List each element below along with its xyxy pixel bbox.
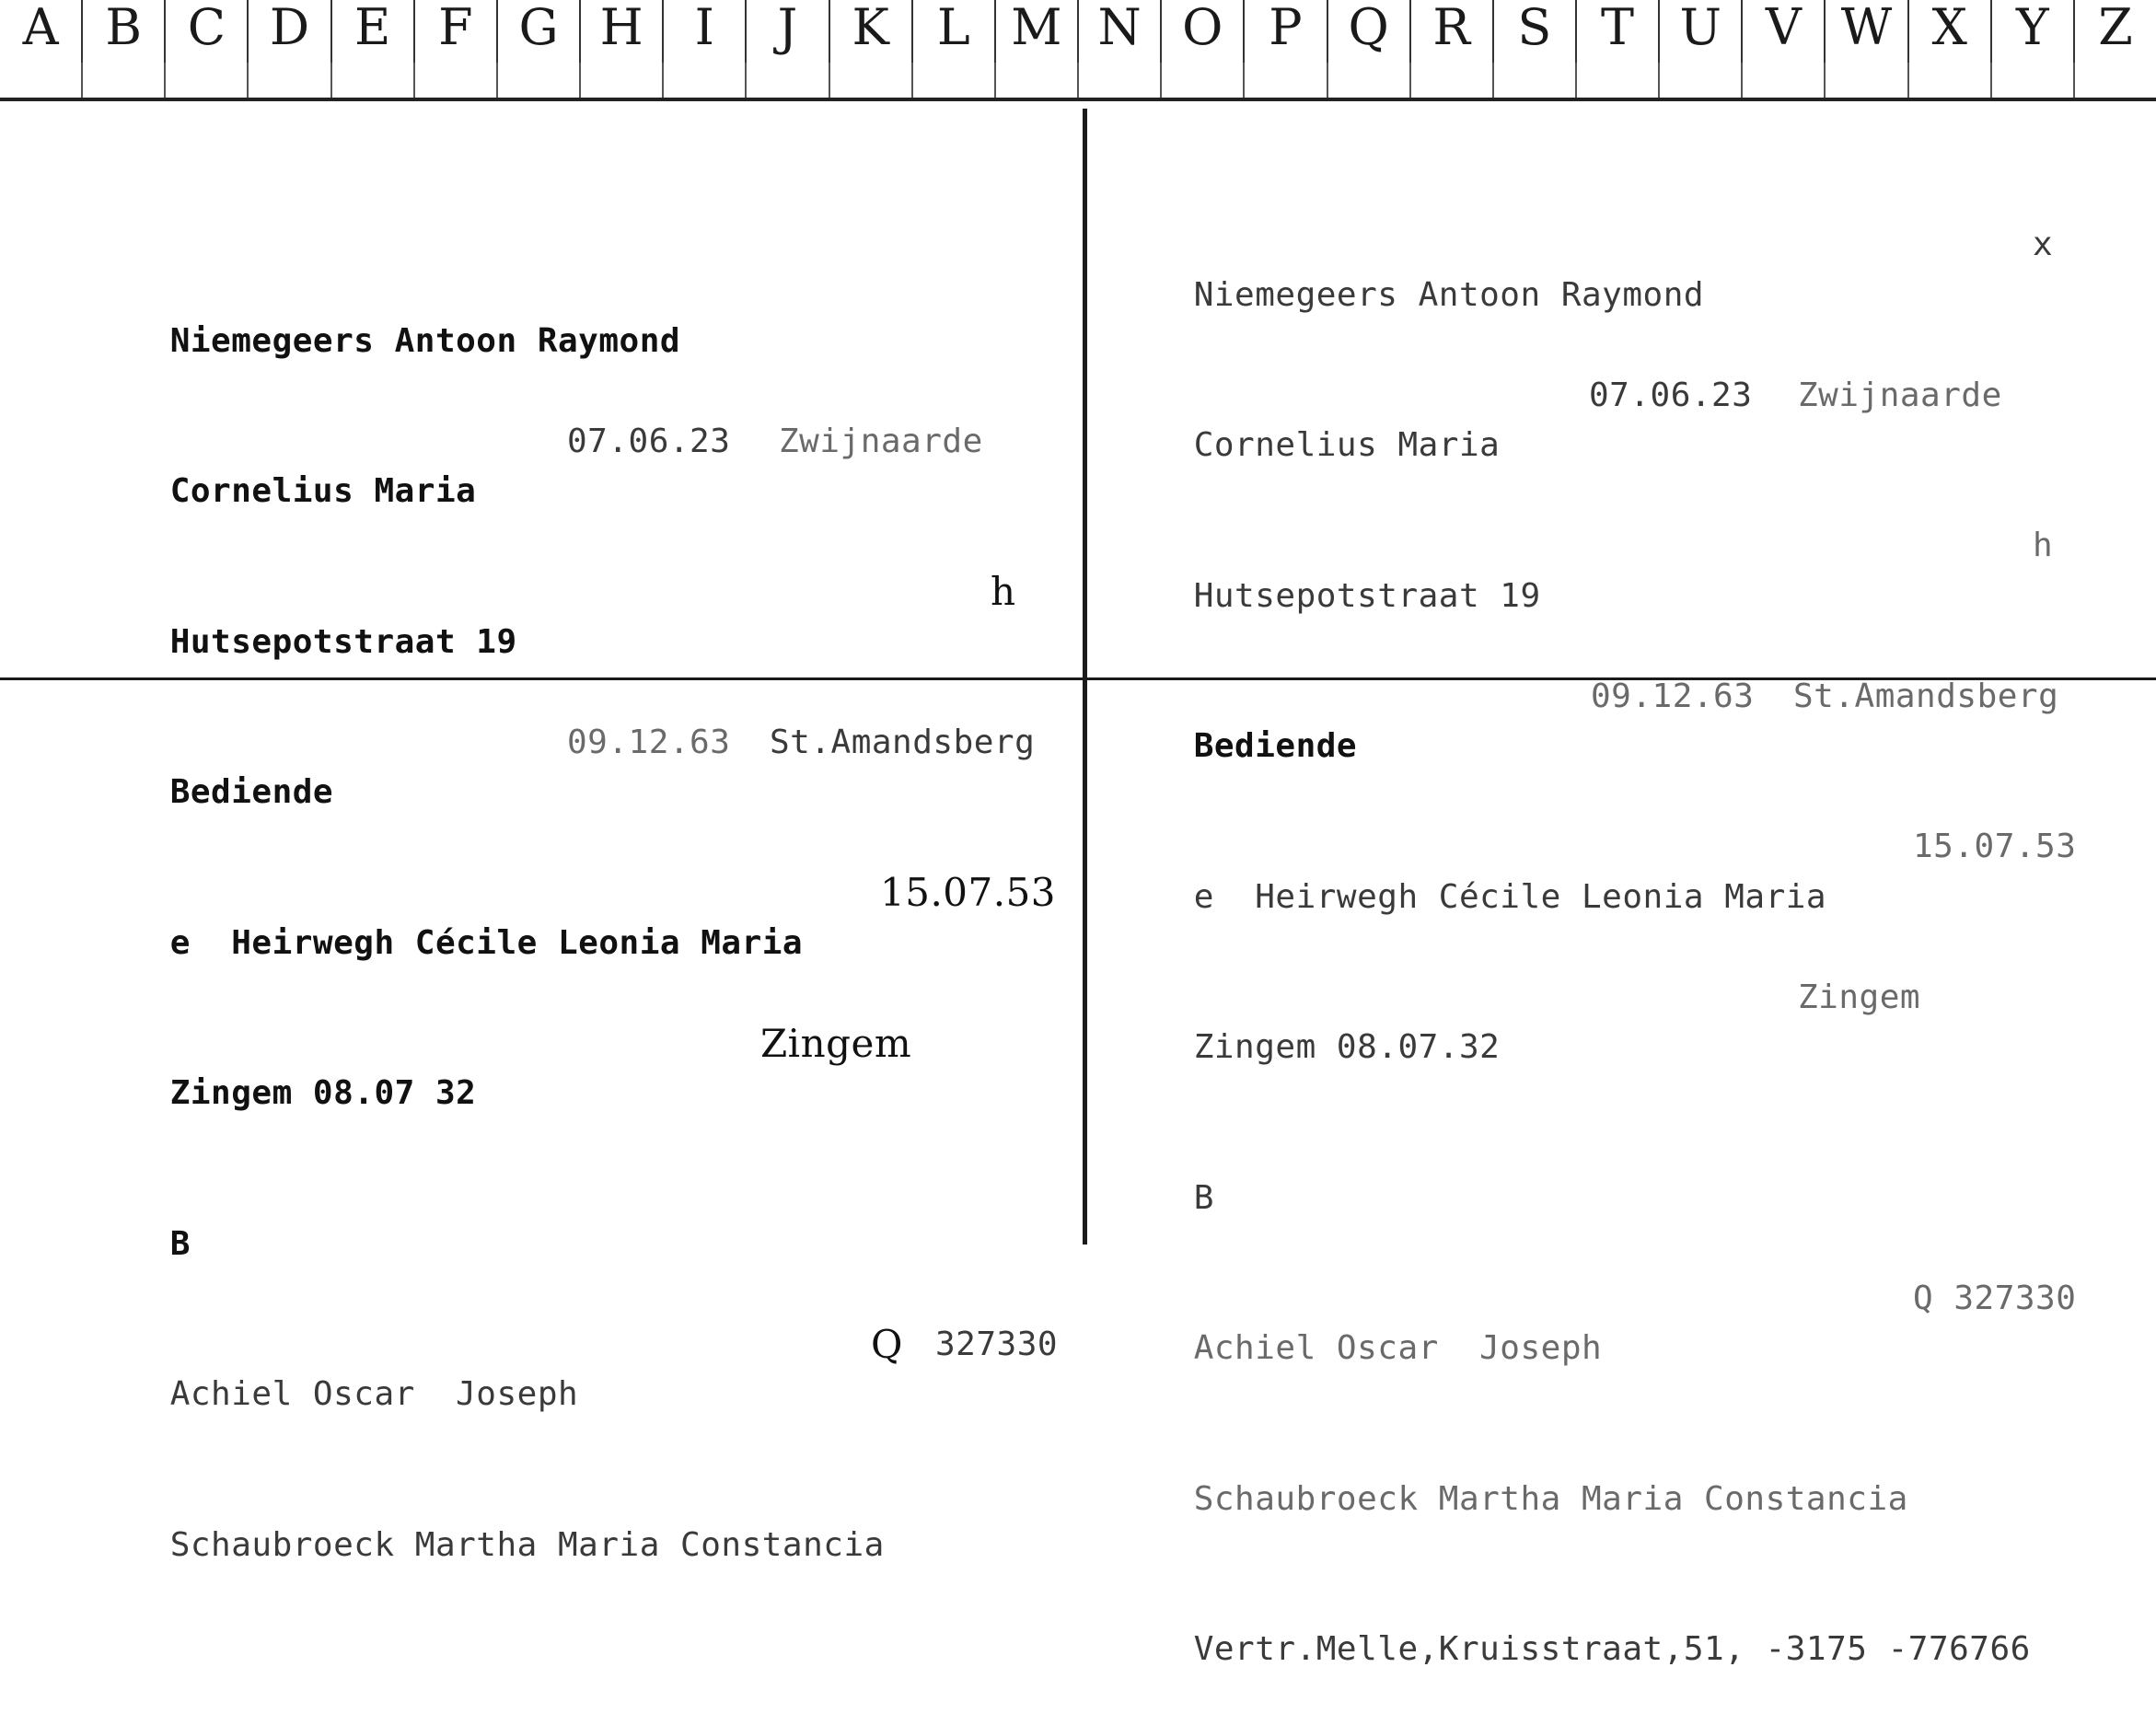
card-given-names-line: [1112, 371, 2143, 464]
card-name-line: [1112, 220, 2143, 314]
vertical-divider: [1083, 109, 1087, 1245]
alphabet-ticks-row: [0, 63, 2156, 98]
occupation: Bediende: [1193, 727, 1358, 765]
index-tick-d: [249, 63, 331, 98]
spouse-name: e Heirwegh Cécile Leonia Maria: [169, 923, 804, 962]
second-place: St.Amandsberg: [770, 723, 1036, 761]
second-date: 09.12.63: [567, 723, 731, 761]
birth-place: Zwijnaarde: [1798, 376, 2002, 414]
card-given-names-line: [88, 417, 1073, 510]
index-tick-q: [1328, 63, 1411, 98]
birth-date: 07.06.23: [1589, 376, 1753, 414]
name-mark: x: [2033, 226, 2054, 263]
index-letter-t: T: [1577, 0, 1660, 63]
marriage-date: 15.07.53: [880, 870, 1057, 915]
street-mark: h: [2033, 527, 2054, 564]
index-letter-v: V: [1743, 0, 1826, 63]
spouse-name: e Heirwegh Cécile Leonia Maria: [1193, 877, 1827, 916]
card-father-line: [1112, 1274, 2143, 1367]
birth-place: Zwijnaarde: [779, 422, 983, 460]
index-tick-o: [1162, 63, 1245, 98]
card-name-line: [88, 266, 1073, 360]
index-tick-p: [1245, 63, 1327, 98]
index-tick-i: [664, 63, 747, 98]
spouse-birth-place: Zingem: [1798, 978, 1921, 1016]
index-letter-p: P: [1245, 0, 1327, 63]
index-tick-m: [996, 63, 1079, 98]
given-names: Cornelius Maria: [1193, 426, 1501, 464]
spouse-birth: Zingem 08.07 32: [169, 1074, 477, 1112]
card-remark-line: [1112, 1575, 2143, 1668]
card-spouse-line: [1112, 822, 2143, 916]
card-street-line: [1112, 521, 2143, 615]
index-tick-s: [1494, 63, 1577, 98]
birth-date: 07.06.23: [567, 422, 731, 460]
index-letter-l: L: [913, 0, 996, 63]
index-letter-b: B: [83, 0, 166, 63]
index-letter-r: R: [1411, 0, 1494, 63]
index-letter-n: N: [1079, 0, 1162, 63]
index-letter-g: G: [498, 0, 581, 63]
index-letter-j: J: [747, 0, 829, 63]
spouse-birth-place: Zingem: [760, 1020, 912, 1066]
card-father-line: [88, 1320, 1073, 1413]
index-tick-x: [1909, 63, 1992, 98]
index-tick-z: [2075, 63, 2156, 98]
index-tick-b: [83, 63, 166, 98]
index-tick-g: [498, 63, 581, 98]
record-card-right: [1112, 120, 2143, 1675]
street-address: Hutsepotstraat 19: [1193, 576, 1541, 615]
index-letter-m: M: [996, 0, 1079, 63]
category-letter: B: [1193, 1178, 1214, 1217]
index-letter-h: H: [581, 0, 664, 63]
alphabet-index-strip: [0, 0, 2156, 101]
category-letter: B: [169, 1224, 191, 1263]
second-date: 09.12.63: [1591, 677, 1755, 715]
index-letter-i: I: [664, 0, 747, 63]
card-category-line: [88, 1169, 1073, 1263]
street-address: Hutsepotstraat 19: [169, 622, 517, 661]
card-spouse-birth-line: [88, 1019, 1073, 1112]
index-tick-y: [1992, 63, 2075, 98]
card-spouse-line: [88, 868, 1073, 962]
index-tick-v: [1743, 63, 1826, 98]
person-name: Niemegeers Antoon Raymond: [169, 321, 681, 360]
card-mother-line: [88, 1470, 1073, 1564]
index-tick-t: [1577, 63, 1660, 98]
card-occupation-line: [1112, 672, 2143, 765]
spouse-birth: Zingem 08.07.32: [1193, 1028, 1501, 1066]
card-category-line: [1112, 1123, 2143, 1217]
index-tick-j: [747, 63, 829, 98]
index-letter-w: W: [1826, 0, 1908, 63]
index-letter-o: O: [1162, 0, 1245, 63]
mother-name: Schaubroeck Martha Maria Constancia: [1193, 1479, 1908, 1518]
index-letter-x: X: [1909, 0, 1992, 63]
index-letter-f: F: [415, 0, 498, 63]
index-letter-k: K: [830, 0, 913, 63]
index-letter-u: U: [1660, 0, 1743, 63]
code-mark: Q: [871, 1321, 903, 1367]
index-tick-l: [913, 63, 996, 98]
alphabet-letters-row: [0, 0, 2156, 63]
index-tick-c: [166, 63, 249, 98]
index-letter-e: E: [332, 0, 415, 63]
index-tick-k: [830, 63, 913, 98]
card-occupation-line: [88, 718, 1073, 811]
card-mother-line: [1112, 1424, 2143, 1518]
remark: Vertr.Melle,Kruisstraat,51, -3175 -776766: [1193, 1630, 2031, 1668]
card-street-line: [88, 567, 1073, 661]
second-place: St.Amandsberg: [1793, 677, 2059, 715]
code-number: Q 327330: [1913, 1279, 2077, 1317]
father-names: Achiel Oscar Joseph: [169, 1375, 579, 1413]
index-letter-c: C: [166, 0, 249, 63]
code-number: 327330: [935, 1325, 1059, 1363]
index-tick-f: [415, 63, 498, 98]
card-spouse-birth-line: [1112, 973, 2143, 1066]
index-tick-e: [332, 63, 415, 98]
occupation: Bediende: [169, 773, 334, 811]
index-tick-u: [1660, 63, 1743, 98]
index-letter-z: Z: [2098, 0, 2133, 56]
index-letter-a: A: [0, 0, 83, 63]
father-names: Achiel Oscar Joseph: [1193, 1329, 1603, 1367]
index-letter-d: D: [249, 0, 331, 63]
given-names: Cornelius Maria: [169, 472, 477, 510]
index-tick-h: [581, 63, 664, 98]
index-letter-s: S: [1494, 0, 1577, 63]
index-tick-n: [1079, 63, 1162, 98]
index-tick-a: [0, 63, 83, 98]
mother-name: Schaubroeck Martha Maria Constancia: [169, 1525, 885, 1564]
index-tick-w: [1826, 63, 1908, 98]
index-tick-r: [1411, 63, 1494, 98]
index-letter-y: Y: [1992, 0, 2075, 63]
person-name: Niemegeers Antoon Raymond: [1193, 275, 1705, 314]
index-letter-q: Q: [1328, 0, 1411, 63]
record-card-left: [88, 166, 1073, 1570]
marriage-date: 15.07.53: [1913, 828, 2077, 865]
street-mark: h: [991, 569, 1016, 614]
